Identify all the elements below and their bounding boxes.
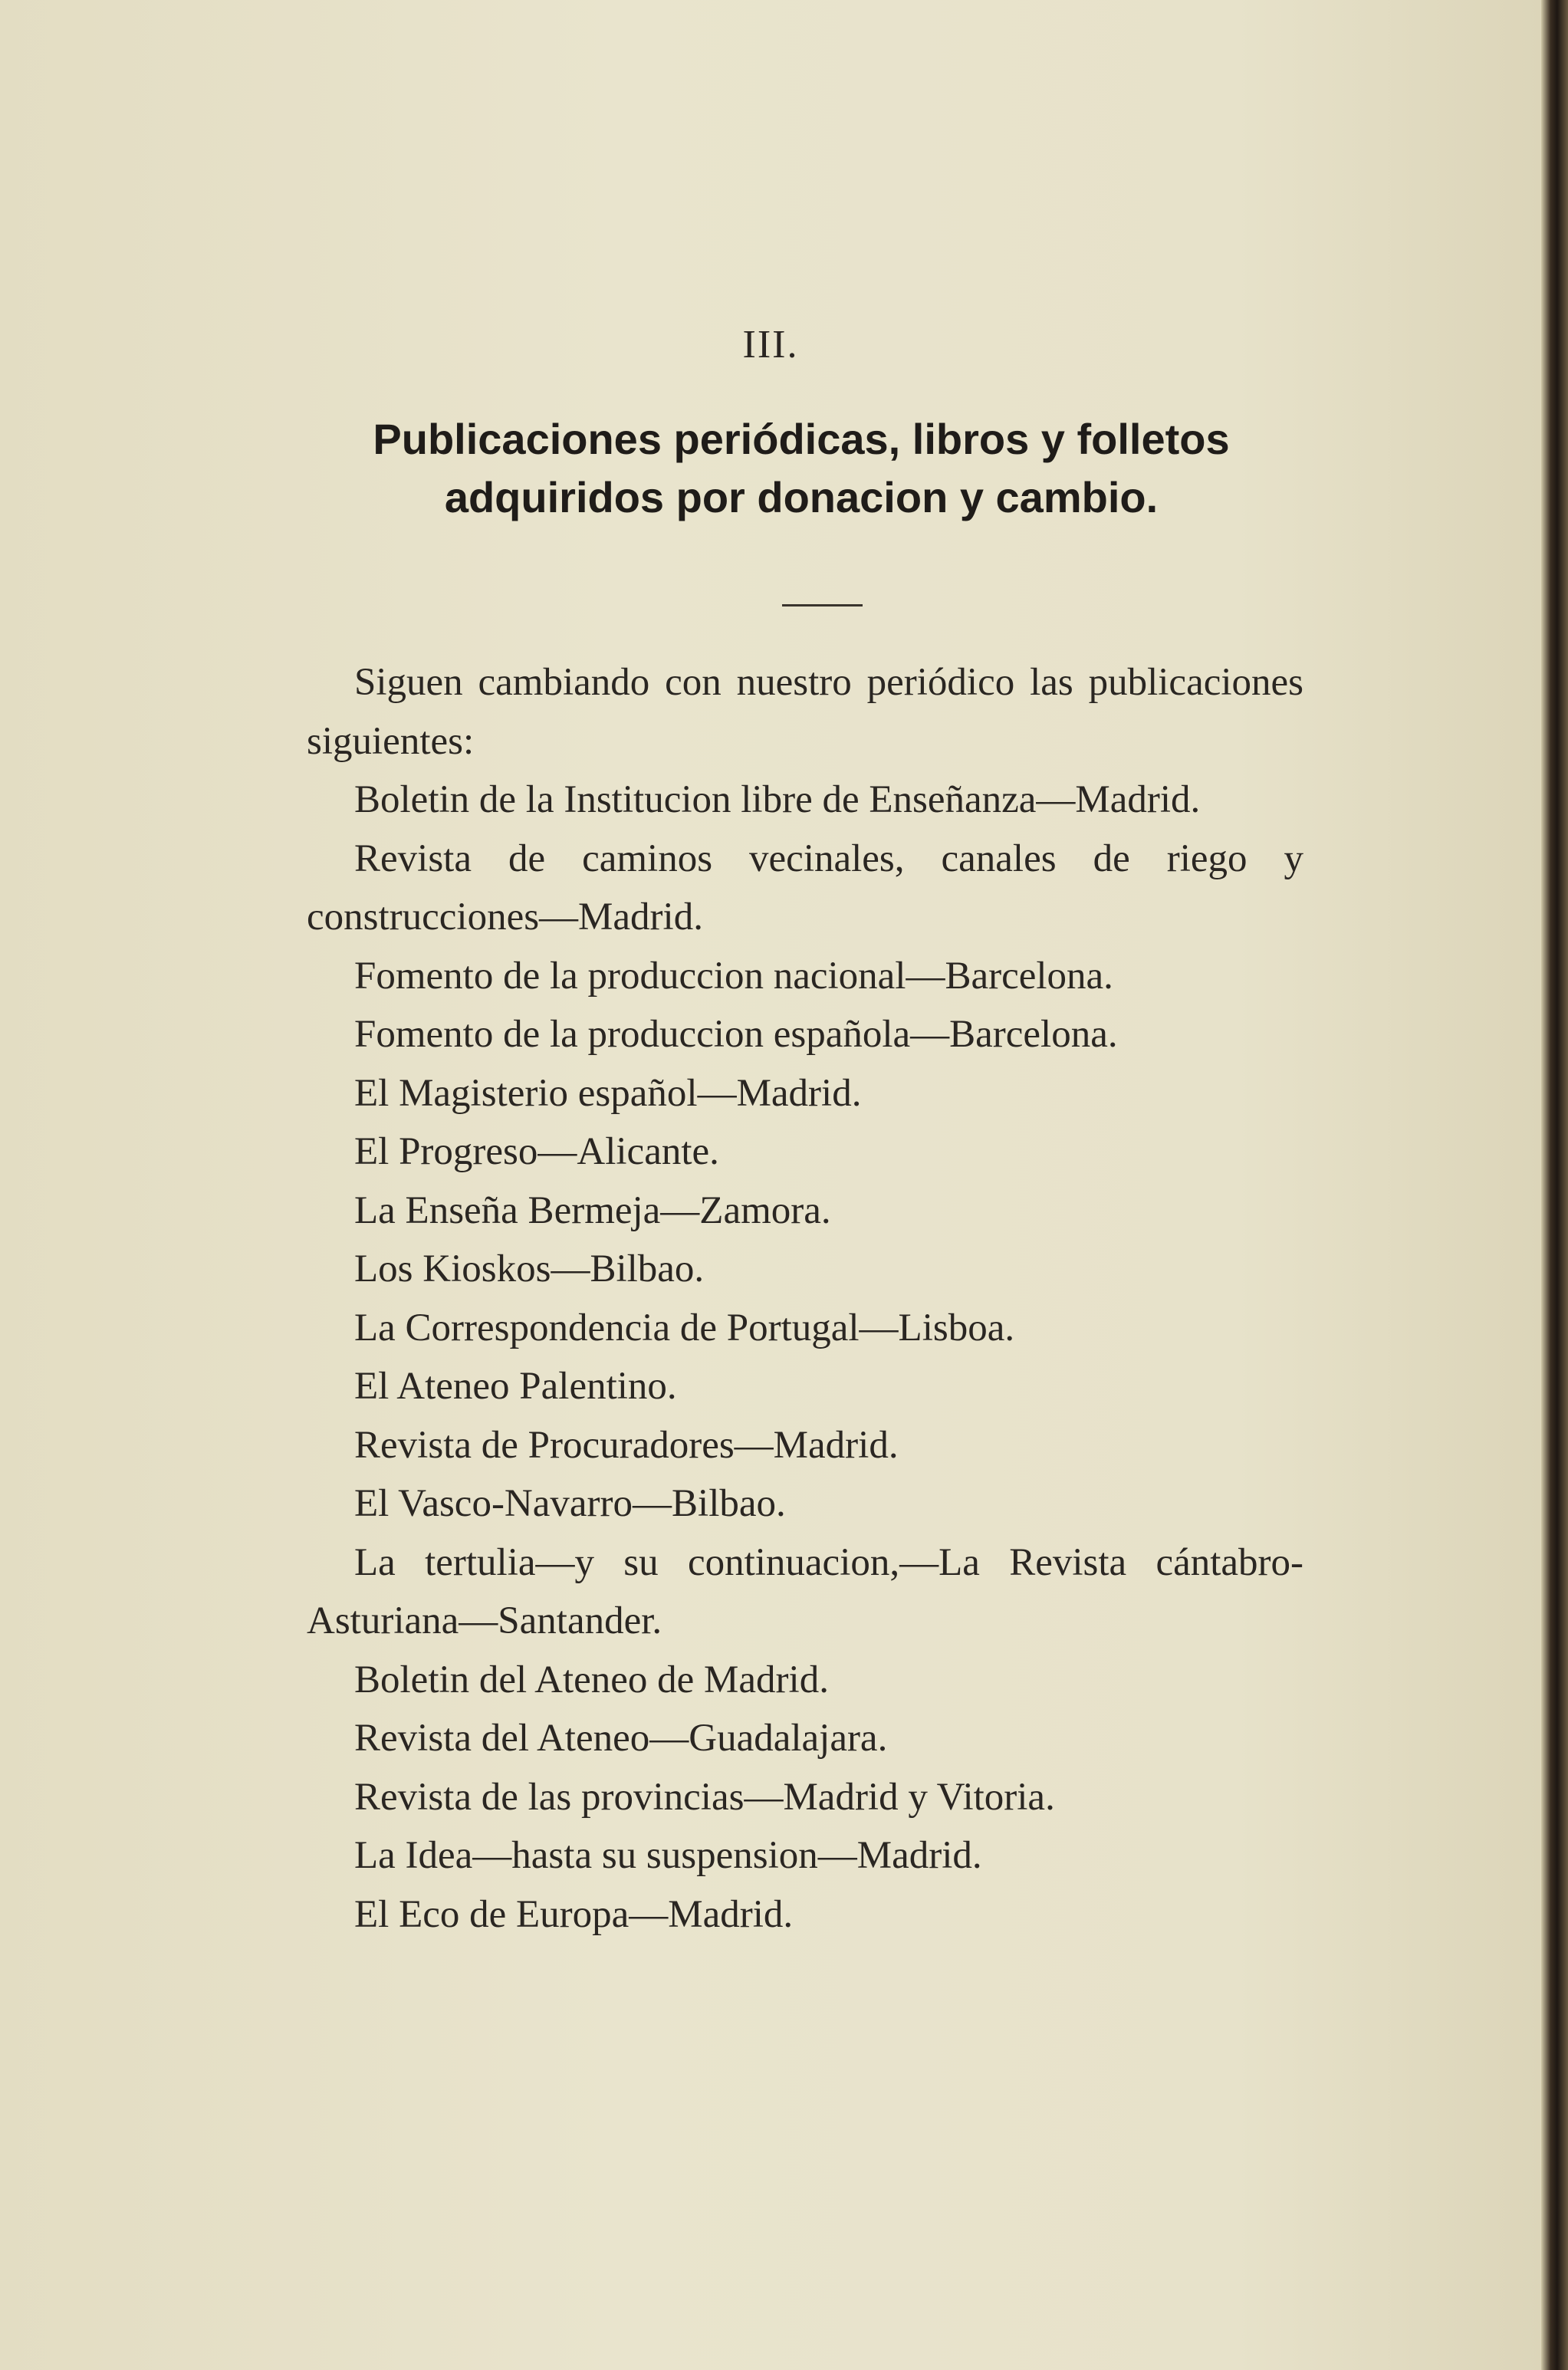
publication-entry: El Ateneo Palentino. (354, 1365, 677, 1408)
section-title: Publicaciones periódicas, libros y folletos adquiridos por donacion y cambio. (373, 415, 1230, 521)
publication-entry: La tertulia—y su continuacion,—La Revista cántabro-Asturiana—Santander. (307, 1540, 1303, 1642)
publication-entry: Fomento de la produccion española—Barcelona. (354, 1013, 1118, 1056)
publication-entry: El Vasco-Navarro—Bilbao. (354, 1482, 786, 1525)
body-text (307, 653, 1303, 1944)
publication-entry: Boletin de la Institucion libre de Enseñanza—Madrid. (354, 778, 1201, 821)
publication-entry: El Progreso—Alicante. (354, 1130, 719, 1173)
intro-paragraph: Siguen cambiando con nuestro periódico las publicaciones siguientes: (307, 661, 1303, 763)
publication-entry: Revista del Ateneo—Guadalajara. (354, 1717, 888, 1760)
publication-entry: El Magisterio español—Madrid. (354, 1071, 862, 1115)
publication-entry: Fomento de la produccion nacional—Barcelona. (354, 954, 1113, 998)
publication-entry: El Eco de Europa—Madrid. (354, 1892, 794, 1936)
book-spine-edge (1541, 0, 1568, 2370)
title-divider (782, 604, 863, 606)
publication-entry: Boletin del Ateneo de Madrid. (354, 1658, 829, 1701)
publication-entry: La Enseña Bermeja—Zamora. (354, 1188, 831, 1232)
publication-entry: Revista de caminos vecinales, canales de riego y construcciones—Madrid. (307, 837, 1303, 938)
publication-entry: Revista de las provincias—Madrid y Vitoria. (354, 1775, 1055, 1819)
publication-entry: Revista de Procuradores—Madrid. (354, 1423, 899, 1467)
section-number: III. (742, 323, 799, 367)
publication-entry: La Idea—hasta su suspension—Madrid. (354, 1834, 982, 1877)
publication-entry: La Correspondencia de Portugal—Lisboa. (354, 1306, 1015, 1349)
publication-entry: Los Kioskos—Bilbao. (354, 1247, 705, 1290)
